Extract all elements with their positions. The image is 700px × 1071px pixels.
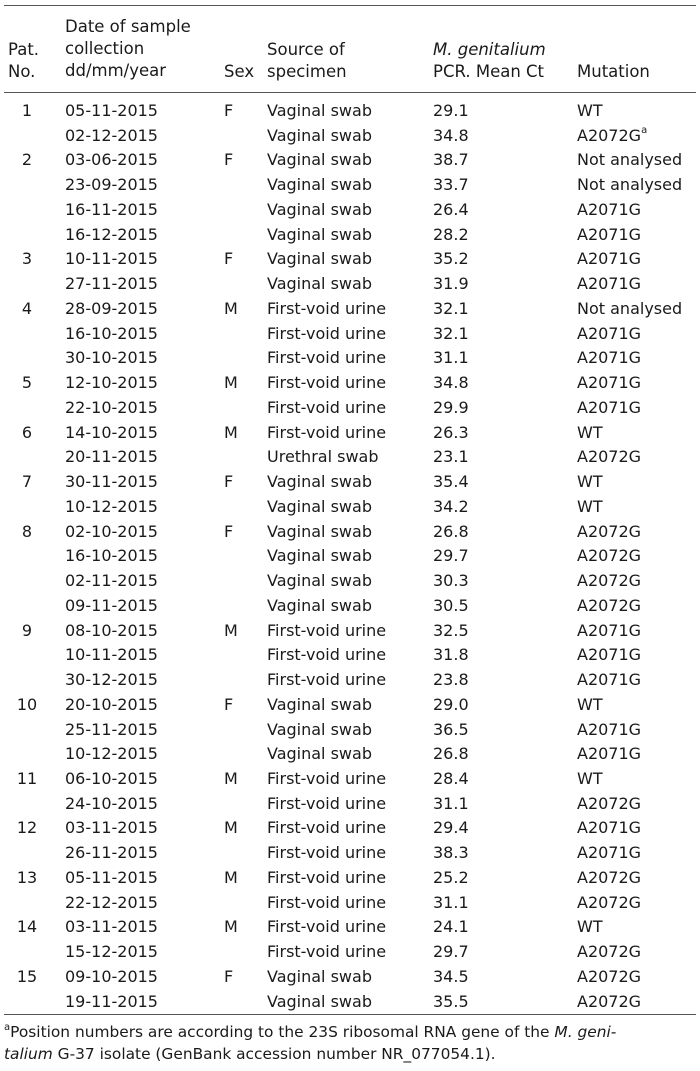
collection-date: 16-11-2015 — [65, 199, 158, 219]
header-ct — [433, 39, 546, 83]
collection-date: 26-11-2015 — [65, 843, 158, 863]
table-row — [4, 371, 696, 396]
mean-ct: 25.2 — [433, 867, 469, 887]
mean-ct: 38.7 — [433, 150, 469, 170]
collection-date: 03-11-2015 — [65, 818, 158, 838]
patient-number: 5 — [21, 373, 33, 393]
table-row — [4, 718, 696, 743]
table-row — [4, 297, 696, 322]
table-row — [4, 173, 696, 198]
mutation-cell: WT — [577, 917, 603, 937]
table-row — [4, 322, 696, 347]
mutation-cell: A2072G — [577, 447, 642, 467]
specimen-source: Vaginal swab — [267, 966, 372, 986]
mutation-cell: A2071G — [577, 645, 642, 665]
mean-ct: 35.2 — [433, 249, 469, 269]
footnote-text2: G-37 isolate (GenBank accession number NR_077054.1). — [52, 1045, 496, 1063]
sex-cell: F — [224, 521, 234, 541]
collection-date: 05-11-2015 — [65, 867, 158, 887]
patient-number: 11 — [16, 768, 38, 788]
header-date-line2: collection — [65, 39, 145, 58]
collection-date: 02-11-2015 — [65, 571, 158, 591]
mean-ct: 26.4 — [433, 199, 469, 219]
mean-ct: 35.4 — [433, 472, 469, 492]
header-ct-label: PCR. Mean Ct — [433, 62, 545, 81]
table-row — [4, 396, 696, 421]
mean-ct: 26.8 — [433, 521, 469, 541]
specimen-source: Vaginal swab — [267, 571, 372, 591]
table-row — [4, 223, 696, 248]
footnote-text1: Position numbers are according to the 23S ribosomal RNA gene of the — [10, 1023, 555, 1041]
table-row — [4, 668, 696, 693]
sex-cell: M — [224, 373, 238, 393]
header-sex: Sex — [224, 62, 255, 81]
specimen-source: First-void urine — [267, 793, 387, 813]
collection-date: 23-09-2015 — [65, 175, 158, 195]
specimen-source: Vaginal swab — [267, 472, 372, 492]
table-row — [4, 569, 696, 594]
specimen-source: Vaginal swab — [267, 224, 372, 244]
mean-ct: 29.4 — [433, 818, 469, 838]
collection-date: 14-10-2015 — [65, 422, 158, 442]
mutation-cell: WT — [577, 768, 603, 788]
collection-date: 20-11-2015 — [65, 447, 158, 467]
mutation-cell: A2071G — [577, 199, 642, 219]
mutation-cell: A2071G — [577, 274, 642, 294]
mean-ct: 32.5 — [433, 620, 469, 640]
specimen-source: First-void urine — [267, 323, 387, 343]
table-row — [4, 470, 696, 495]
specimen-source: Vaginal swab — [267, 719, 372, 739]
collection-date: 20-10-2015 — [65, 694, 158, 714]
table-row — [4, 495, 696, 520]
mutation-cell: WT — [577, 101, 603, 120]
collection-date: 30-10-2015 — [65, 348, 158, 368]
collection-date: 02-10-2015 — [65, 521, 158, 541]
patient-number: 12 — [16, 818, 38, 838]
footnote-marker: a — [4, 1021, 11, 1033]
specimen-source: Vaginal swab — [267, 175, 372, 195]
mutation-cell: A2071G — [577, 224, 642, 244]
mean-ct: 28.4 — [433, 768, 469, 788]
mean-ct: 31.9 — [433, 274, 469, 294]
table-row — [4, 816, 696, 841]
collection-date: 30-11-2015 — [65, 472, 158, 492]
header-mutation: Mutation — [577, 62, 650, 81]
header-ct-species — [433, 39, 546, 61]
specimen-source: First-void urine — [267, 397, 387, 417]
mutation-cell: A2071G — [577, 323, 642, 343]
specimen-source: First-void urine — [267, 768, 387, 788]
specimen-source: Vaginal swab — [267, 496, 372, 516]
specimen-source: First-void urine — [267, 422, 387, 442]
sex-cell: M — [224, 867, 238, 887]
mutation-cell: A2071G — [577, 670, 642, 690]
sex-cell: M — [224, 620, 238, 640]
mutation-cell: A2071G — [577, 397, 642, 417]
collection-date: 06-10-2015 — [65, 768, 158, 788]
mutation-cell: WT — [577, 472, 603, 492]
collection-date: 25-11-2015 — [65, 719, 158, 739]
mean-ct: 36.5 — [433, 719, 469, 739]
table-row — [4, 990, 696, 1015]
table-row — [4, 421, 696, 446]
header-ct-species-italic: M. genitalium — [433, 40, 546, 59]
specimen-source: First-void urine — [267, 942, 387, 962]
collection-date: 10-11-2015 — [65, 249, 158, 269]
mutation-cell: A2071G — [577, 744, 642, 764]
patient-number: 4 — [21, 298, 33, 318]
mean-ct: 29.1 — [433, 101, 469, 120]
sex-cell: M — [224, 818, 238, 838]
table-row — [4, 792, 696, 817]
sex-cell: M — [224, 768, 238, 788]
table-row — [4, 742, 696, 767]
mean-ct: 34.8 — [433, 125, 469, 145]
specimen-source: Vaginal swab — [267, 249, 372, 269]
patient-number: 9 — [21, 620, 33, 640]
mutation-cell: A2072G — [577, 793, 642, 813]
mutation-cell: A2071G — [577, 620, 642, 640]
mean-ct: 38.3 — [433, 843, 469, 863]
collection-date: 02-12-2015 — [65, 125, 158, 145]
mutation-cell: A2072G — [577, 942, 642, 962]
table-top-rule — [4, 5, 696, 6]
specimen-source: First-void urine — [267, 298, 387, 318]
mutation-cell: A2071G — [577, 348, 642, 368]
mutation-cell: Not analysed — [577, 175, 683, 195]
mean-ct: 34.8 — [433, 373, 469, 393]
collection-date: 15-12-2015 — [65, 942, 158, 962]
specimen-source: First-void urine — [267, 843, 387, 863]
header-pat-line1: Pat. — [8, 40, 40, 59]
specimen-source: Vaginal swab — [267, 521, 372, 541]
header-source-line1: Source of — [267, 40, 345, 59]
mutation-cell: A2071G — [577, 249, 642, 269]
mean-ct: 29.0 — [433, 694, 469, 714]
mutation-cell: Not analysed — [577, 298, 683, 318]
collection-date: 28-09-2015 — [65, 298, 158, 318]
mutation-cell: A2072G — [577, 595, 642, 615]
collection-date: 22-12-2015 — [65, 892, 158, 912]
mutation-cell: A2072G — [577, 546, 642, 566]
mean-ct: 33.7 — [433, 175, 469, 195]
mean-ct: 23.8 — [433, 670, 469, 690]
header-date-line3: dd/mm/year — [65, 61, 167, 80]
sex-cell: M — [224, 917, 238, 937]
mean-ct: 24.1 — [433, 917, 469, 937]
table-row — [4, 445, 696, 470]
specimen-source: First-void urine — [267, 348, 387, 368]
table-row — [4, 124, 696, 149]
specimen-source: Vaginal swab — [267, 546, 372, 566]
header-source — [267, 39, 347, 83]
mutation-cell: A2072G — [577, 966, 642, 986]
specimen-source: Vaginal swab — [267, 274, 372, 294]
collection-date: 16-12-2015 — [65, 224, 158, 244]
patient-number: 10 — [16, 694, 38, 714]
specimen-source: First-void urine — [267, 818, 387, 838]
mutation-cell: A2072G — [577, 867, 642, 887]
table-row — [4, 520, 696, 545]
specimen-source: Vaginal swab — [267, 150, 372, 170]
table-row — [4, 965, 696, 990]
specimen-source: Vaginal swab — [267, 694, 372, 714]
specimen-source: Vaginal swab — [267, 199, 372, 219]
collection-date: 09-10-2015 — [65, 966, 158, 986]
mean-ct: 35.5 — [433, 991, 469, 1011]
patient-number: 13 — [16, 867, 38, 887]
specimen-source: First-void urine — [267, 670, 387, 690]
mean-ct: 23.1 — [433, 447, 469, 467]
collection-date: 03-11-2015 — [65, 917, 158, 937]
sex-cell: F — [224, 249, 234, 269]
table-row — [4, 198, 696, 223]
footnote-line1 — [4, 1021, 696, 1043]
footnote-reference: a — [641, 125, 648, 137]
collection-date: 03-06-2015 — [65, 150, 158, 170]
sex-cell: F — [224, 150, 234, 170]
sex-cell: M — [224, 298, 238, 318]
table-row — [4, 148, 696, 173]
header-date — [65, 16, 191, 82]
table-row — [4, 272, 696, 297]
mean-ct: 29.7 — [433, 942, 469, 962]
patient-number: 6 — [21, 422, 33, 442]
mutation-cell: WT — [577, 496, 603, 516]
header-source-line2: specimen — [267, 62, 347, 81]
header-pat-no — [8, 39, 39, 83]
table-row — [4, 915, 696, 940]
mutation-cell: WT — [577, 422, 603, 442]
header-date-line1: Date of sample — [65, 17, 191, 36]
specimen-source: Vaginal swab — [267, 595, 372, 615]
patient-number: 15 — [16, 966, 38, 986]
table-footnote — [4, 1021, 696, 1065]
collection-date: 27-11-2015 — [65, 274, 158, 294]
table-row — [4, 594, 696, 619]
mean-ct: 28.2 — [433, 224, 469, 244]
mutation-cell: A2072G — [577, 571, 642, 591]
collection-date: 22-10-2015 — [65, 397, 158, 417]
table-row — [4, 544, 696, 569]
mean-ct: 32.1 — [433, 298, 469, 318]
specimen-source: Vaginal swab — [267, 744, 372, 764]
collection-date: 09-11-2015 — [65, 595, 158, 615]
mean-ct: 31.1 — [433, 348, 469, 368]
table-row — [4, 767, 696, 792]
table-row — [4, 247, 696, 272]
collection-date: 10-12-2015 — [65, 496, 158, 516]
collection-date: 08-10-2015 — [65, 620, 158, 640]
mean-ct: 29.7 — [433, 546, 469, 566]
mean-ct: 31.1 — [433, 793, 469, 813]
table-row — [4, 346, 696, 371]
specimen-source: First-void urine — [267, 373, 387, 393]
patient-number: 7 — [21, 472, 33, 492]
mutation-cell: $A2072G^a$ — [577, 125, 648, 145]
mean-ct: 31.1 — [433, 892, 469, 912]
collection-date: 24-10-2015 — [65, 793, 158, 813]
footnote-line2 — [4, 1043, 696, 1065]
mutation-cell: Not analysed — [577, 150, 683, 170]
collection-date: 10-11-2015 — [65, 645, 158, 665]
specimen-source: Vaginal swab — [267, 101, 372, 120]
mutation-cell: A2072G — [577, 521, 642, 541]
table-bottom-rule — [4, 1014, 696, 1015]
sex-cell: F — [224, 101, 234, 120]
footnote-species2: talium — [4, 1045, 53, 1063]
table-header-rule — [4, 92, 696, 93]
header-pat-line2: No. — [8, 62, 36, 81]
mean-ct: 26.3 — [433, 422, 469, 442]
table-row — [4, 940, 696, 965]
collection-date: 30-12-2015 — [65, 670, 158, 690]
sex-cell: F — [224, 966, 234, 986]
specimen-source: First-void urine — [267, 620, 387, 640]
sex-cell: F — [224, 694, 234, 714]
footnote-species1: M. geni- — [554, 1023, 617, 1041]
mutation-cell: WT — [577, 694, 603, 714]
sex-cell: M — [224, 422, 238, 442]
specimen-source: First-void urine — [267, 645, 387, 665]
collection-date: 10-12-2015 — [65, 744, 158, 764]
specimen-source: First-void urine — [267, 892, 387, 912]
table-row — [4, 643, 696, 668]
collection-date: 12-10-2015 — [65, 373, 158, 393]
specimen-source: First-void urine — [267, 867, 387, 887]
patient-number: 8 — [21, 521, 33, 541]
mutation-cell: A2072G — [577, 991, 642, 1011]
table-row — [4, 693, 696, 718]
mean-ct: 31.8 — [433, 645, 469, 665]
mean-ct: 29.9 — [433, 397, 469, 417]
mutation-cell: A2071G — [577, 719, 642, 739]
sex-cell: F — [224, 472, 234, 492]
specimen-source: Vaginal swab — [267, 125, 372, 145]
collection-date: 19-11-2015 — [65, 991, 158, 1011]
mutation-cell: A2071G — [577, 818, 642, 838]
specimen-source: Urethral swab — [267, 447, 379, 467]
patient-number: 1 — [21, 101, 33, 120]
mean-ct: 34.5 — [433, 966, 469, 986]
table-row — [4, 841, 696, 866]
table-row — [4, 619, 696, 644]
specimen-source: First-void urine — [267, 917, 387, 937]
mutation-cell: A2072G — [577, 892, 642, 912]
patient-number: 14 — [16, 917, 38, 937]
mean-ct: 34.2 — [433, 496, 469, 516]
mean-ct: 30.5 — [433, 595, 469, 615]
mean-ct: 30.3 — [433, 571, 469, 591]
patient-number: 3 — [21, 249, 33, 269]
table-row — [4, 99, 696, 124]
collection-date: 05-11-2015 — [65, 101, 158, 120]
table-row — [4, 866, 696, 891]
mutation-cell: A2071G — [577, 843, 642, 863]
collection-date: 16-10-2015 — [65, 323, 158, 343]
patient-number: 2 — [21, 150, 33, 170]
mean-ct: 32.1 — [433, 323, 469, 343]
mutation-cell: A2071G — [577, 373, 642, 393]
mean-ct: 26.8 — [433, 744, 469, 764]
table-row — [4, 891, 696, 916]
specimen-source: Vaginal swab — [267, 991, 372, 1011]
collection-date: 16-10-2015 — [65, 546, 158, 566]
